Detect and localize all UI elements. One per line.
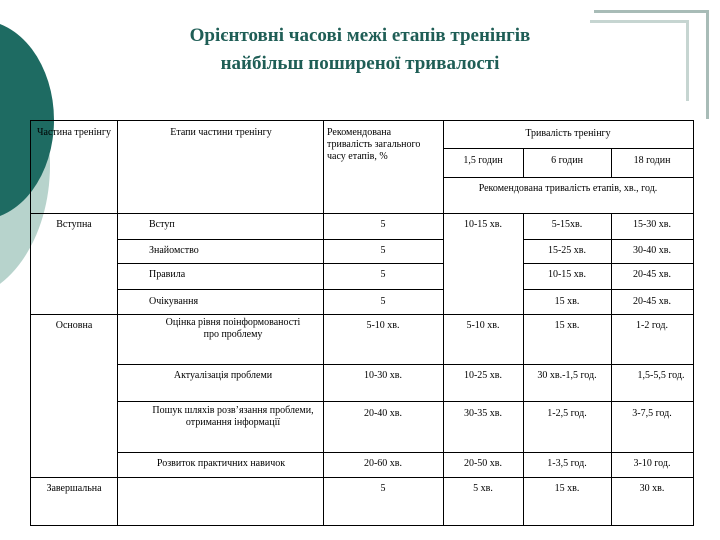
header-part: Частина тренінгу: [37, 127, 111, 138]
row-9-pct: 5: [380, 483, 386, 494]
row-7-d3: 3-7,5 год.: [632, 408, 672, 419]
row-6-d2: 30 хв.-1,5 год.: [537, 370, 597, 381]
slide-title: [140, 22, 580, 78]
header-d1: 1,5 годин: [463, 155, 503, 166]
row-1-pct: 5: [380, 219, 386, 230]
row-9-d2: 15 хв.: [554, 483, 580, 494]
header-recommended-duration: Рекомендована тривалість етапів, хв., год.: [478, 183, 658, 194]
hline-r7: [117, 452, 693, 453]
row-5-pct: 5-10 хв.: [366, 320, 400, 331]
row-8-pct: 20-60 хв.: [363, 458, 403, 469]
vline-d1: [523, 213, 524, 525]
row-4-d2: 15 хв.: [554, 296, 580, 307]
hline-r8: [31, 477, 693, 478]
title-line-2: найбільш поширеної тривалості: [220, 53, 500, 74]
row-1-d3: 15-30 хв.: [632, 219, 672, 230]
row-8-d2: 1-3,5 год.: [547, 458, 587, 469]
row-8-stage: Розвиток практичних навичок: [156, 458, 286, 469]
row-9-d3: 30 хв.: [639, 483, 665, 494]
header-stages: Етапи частини тренінгу: [170, 127, 272, 138]
row-6-d1: 10-25 хв.: [463, 370, 503, 381]
row-3-d2: 10-15 хв.: [547, 269, 587, 280]
hline-r5: [117, 364, 693, 365]
header-recommended: Рекомендована тривалість загального часу етапів, %: [327, 127, 421, 162]
row-1-stage: Вступ: [149, 219, 175, 230]
row-7-d2: 1-2,5 год.: [547, 408, 587, 419]
header-d3: 18 годин: [633, 155, 671, 166]
row-5-stage: Оцінка рівня поінформованості про проблему: [165, 317, 301, 340]
hline-r3b: [523, 289, 693, 290]
hline-r2b: [523, 263, 693, 264]
header-duration: Тривалість тренінгу: [525, 128, 611, 139]
row-6-pct: 10-30 хв.: [363, 370, 403, 381]
row-4-stage: Очікування: [149, 296, 199, 307]
title-line-1: Орієнтовні часові межі етапів тренінгів: [189, 25, 531, 46]
row-3-pct: 5: [380, 269, 386, 280]
row-4-pct: 5: [380, 296, 386, 307]
row-6-d3: 1,5-5,5 год.: [637, 370, 685, 381]
hline-r3: [117, 289, 443, 290]
part-intro: Вступна: [56, 219, 92, 230]
row-1-d2: 5-15хв.: [551, 219, 583, 230]
hline-r6: [117, 401, 693, 402]
row-3-stage: Правила: [149, 269, 186, 280]
vline-part: [117, 121, 118, 525]
row-2-stage: Знайомство: [149, 245, 199, 256]
vline-d2: [611, 213, 612, 525]
row-8-d1: 20-50 хв.: [463, 458, 503, 469]
row-8-d3: 3-10 год.: [633, 458, 671, 469]
row-2-pct: 5: [380, 245, 386, 256]
row-2-d2: 15-25 хв.: [547, 245, 587, 256]
row-7-d1: 30-35 хв.: [463, 408, 503, 419]
row-6-stage: Актуалізація проблеми: [173, 370, 273, 381]
hline-r1b: [523, 239, 693, 240]
hline-r2: [117, 263, 443, 264]
row-2-d3: 30-40 хв.: [632, 245, 672, 256]
hline-duration: [443, 148, 693, 149]
part-final: Завершальна: [46, 483, 102, 494]
row-7-pct: 20-40 хв.: [363, 408, 403, 419]
row-3-d3: 20-45 хв.: [632, 269, 672, 280]
row-7-stage: Пошук шляхів розв’язання проблеми, отримання інформації: [152, 405, 314, 428]
part-main: Основна: [55, 320, 93, 331]
hline-header-bottom: [31, 213, 693, 214]
hline-d-headers: [443, 177, 693, 178]
stages-table: [30, 120, 694, 526]
row-1-d1: 10-15 хв.: [463, 219, 503, 230]
hline-r1: [117, 239, 443, 240]
row-4-d3: 20-45 хв.: [632, 296, 672, 307]
hline-r4: [31, 314, 693, 315]
row-9-d1: 5 хв.: [473, 483, 493, 494]
decor-frame-inner: [590, 20, 689, 101]
row-5-d3: 1-2 год.: [636, 320, 668, 331]
row-5-d1: 5-10 хв.: [466, 320, 500, 331]
row-5-d2: 15 хв.: [554, 320, 580, 331]
header-d2: 6 годин: [551, 155, 583, 166]
